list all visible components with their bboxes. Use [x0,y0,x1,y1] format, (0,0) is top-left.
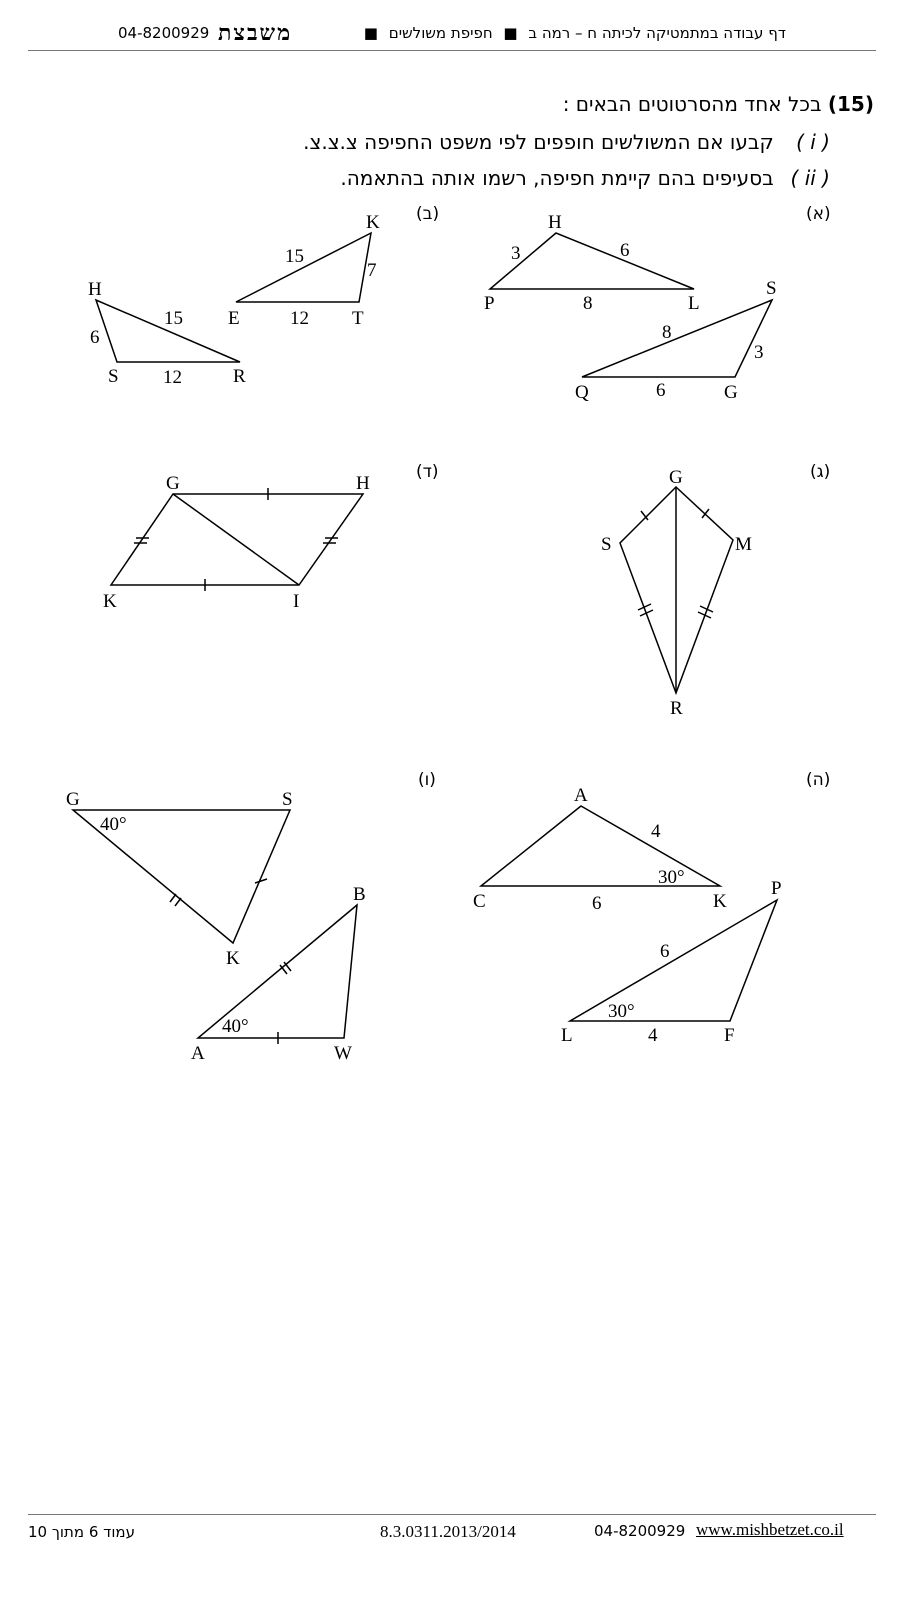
vertex-a-h: H [548,212,562,233]
vertex-e-l: L [561,1025,573,1046]
vertex-f-a: A [191,1043,205,1064]
vertex-a-s: S [766,278,777,299]
vertex-a-q: Q [575,382,589,403]
diagonal-gi [173,494,299,585]
side-a-pl: 8 [583,293,593,314]
section-label-a: (א) [806,204,831,224]
vertex-b-t: T [352,308,364,329]
item-marker-i: ( i ) [796,130,830,154]
header-bullet-1: ■ [503,24,518,42]
side-b-et: 12 [290,308,309,329]
vertex-e-f: F [724,1025,735,1046]
vertex-a-p: P [484,293,495,314]
footer-page: עמוד 6 מתוך 10 [28,1523,135,1541]
triangle-hpl [490,233,694,289]
vertex-b-s: S [108,366,119,387]
vertex-f-b: B [353,884,366,905]
vertex-e-c: C [473,891,486,912]
side-b-sr: 12 [163,367,182,388]
vertex-d-i: I [293,591,300,612]
vertex-d-g: G [166,473,180,494]
section-label-e: (ה) [806,770,831,790]
brand-name: משבצת [218,20,293,45]
item-marker-ii: ( ii ) [790,166,830,190]
footer-url-link[interactable]: www.mishbetzet.co.il [696,1520,844,1539]
side-e-pl: 6 [660,941,670,962]
question-intro: בכל אחד מהסרטוטים הבאים : [562,92,822,116]
vertex-f-g: G [66,789,80,810]
side-a-hp: 3 [511,243,521,264]
tick-gk-f-1 [170,894,176,902]
question-number: (15) [827,92,874,116]
vertex-f-w: W [334,1043,352,1064]
tick-gk-f-2 [175,898,181,906]
footer-divider [28,1514,876,1515]
vertex-e-a: A [574,785,588,806]
footer-code: 8.3.0311.2013/2014 [380,1522,516,1541]
vertex-a-g: G [724,382,738,403]
header-title: דף עבודה במתמטיקה לכיתה ח – רמה ב [528,24,786,42]
vertex-b-h: H [88,279,102,300]
side-e-lf: 4 [648,1025,658,1046]
vertex-f-s: S [282,789,293,810]
item-text-i: קבעו אם המשולשים חופפים לפי משפט החפיפה צ.צ.צ. [303,130,774,154]
vertex-b-e: E [228,308,240,329]
side-a-qg: 6 [656,380,666,401]
side-b-hs: 6 [90,327,100,348]
footer-phone: 04-8200929 [594,1522,686,1540]
angle-e-k: 30° [658,867,685,888]
vertex-a-l: L [688,293,700,314]
angle-f-a: 40° [222,1016,249,1037]
vertex-c-g: G [669,467,683,488]
angle-e-l: 30° [608,1001,635,1022]
side-e-ck: 6 [592,893,602,914]
vertex-c-s: S [601,534,612,555]
vertex-b-k: K [366,212,380,233]
section-label-d: (ד) [416,462,439,482]
item-text-ii: בסעיפים בהם קיימת חפיפה, רשמו אותה בהתאמה. [340,166,774,190]
vertex-d-k: K [103,591,117,612]
header-topic: חפיפת משולשים [388,24,493,42]
side-a-sq: 8 [662,322,672,343]
vertex-c-r: R [670,698,683,719]
vertex-b-r: R [233,366,246,387]
header-bullet-2: ■ [363,24,378,42]
side-a-sg: 3 [754,342,764,363]
side-a-hl: 6 [620,240,630,261]
triangle-plf [570,900,777,1021]
triangle-sqg [582,300,772,377]
tick-sk [255,879,267,883]
section-label-f: (ו) [418,770,436,790]
section-label-c: (ג) [810,462,831,482]
side-e-ak: 4 [651,821,661,842]
angle-f-g: 40° [100,814,127,835]
vertex-e-p: P [771,878,782,899]
section-label-b: (ב) [416,204,440,224]
vertex-f-k: K [226,948,240,969]
vertex-d-h: H [356,473,370,494]
header-phone: 04-8200929 [118,24,210,42]
side-b-kt: 7 [367,260,377,281]
side-b-ke: 15 [285,246,304,267]
vertex-e-k: K [713,891,727,912]
triangle-ket [236,233,371,302]
side-b-hr: 15 [164,308,183,329]
vertex-c-m: M [735,534,752,555]
